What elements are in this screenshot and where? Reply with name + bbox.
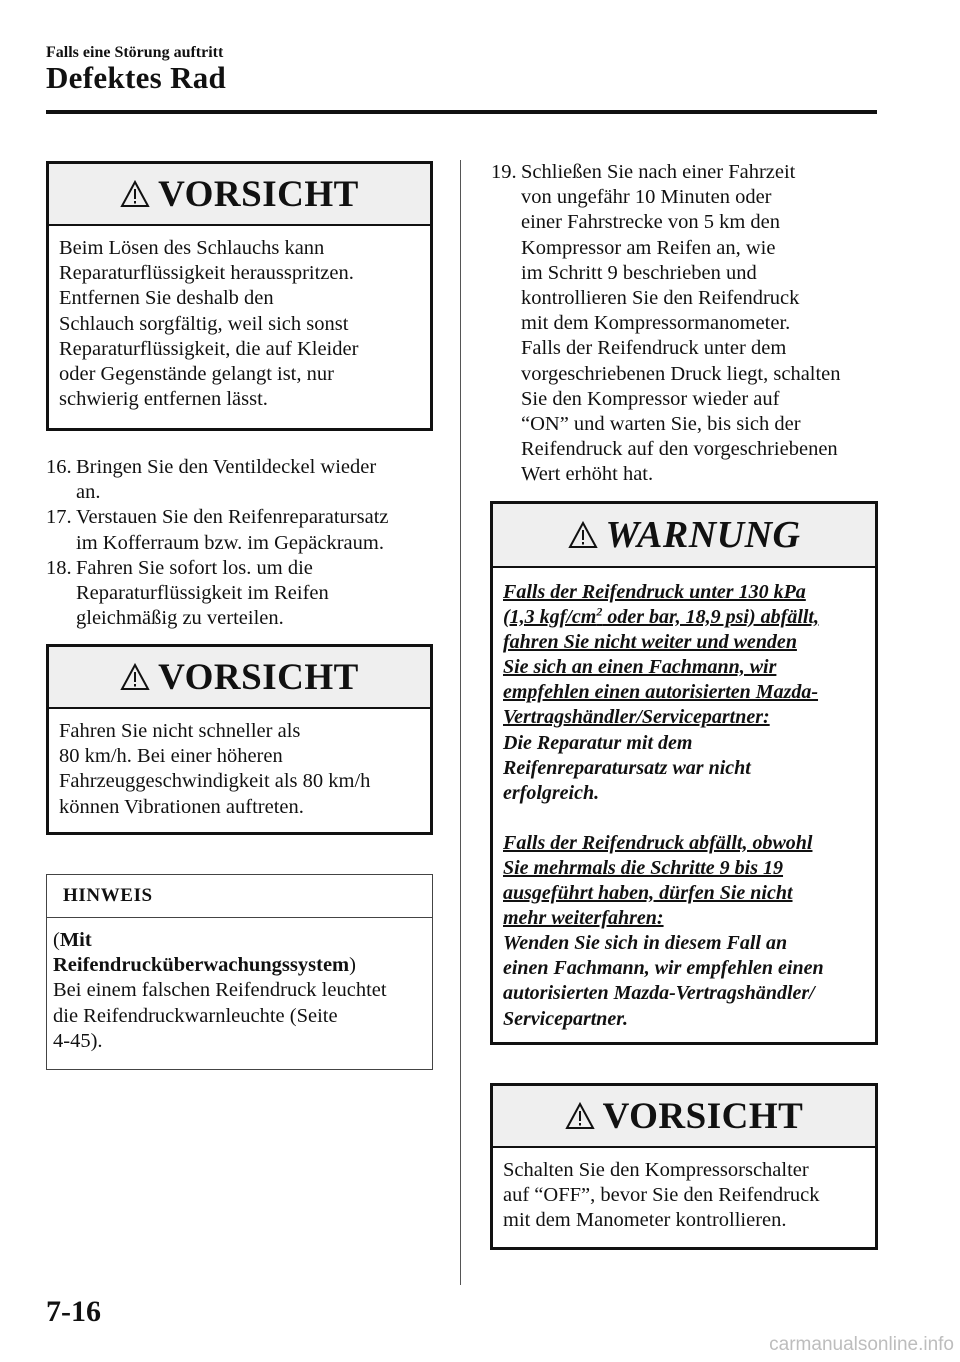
warning-triangle-icon (568, 521, 598, 549)
caution-header (493, 1086, 875, 1148)
caution-title: VORSICHT (158, 173, 359, 215)
caution-title: VORSICHT (158, 656, 359, 698)
caution-box-compressor (490, 1083, 878, 1250)
header-divider (46, 110, 877, 114)
column-divider (460, 160, 461, 1285)
step-16: 16. Bringen Sie den Ventildeckel wieder an. (46, 456, 377, 504)
note-text: (Mit Reifendrucküberwachungssystem) Bei einem falschen Reifendruck leuchtet die Reifendruckwarnleuchte (Seite 4-45). (53, 929, 387, 1052)
step-19: 19. Schließen Sie nach einer Fahrzeit von ungefähr 10 Minuten oder einer Fahrstrecke von 5 km den Kompressor am Reifen an, wie im Schritt 9 beschrieben und kontrollieren Sie den Reifendruck mit dem Kompressormanometer. Falls der Reifendruck unter dem vorgeschriebenen Druck liegt, schalten Sie den Kompressor wieder auf “ON” und warten Sie, bis sich der Reifendruck auf den vorgeschriebenen Wert erhöht hat. (491, 161, 841, 486)
page-title: Defektes Rad (46, 60, 227, 95)
step-17: 17. Verstauen Sie den Reifenreparatursatz im Kofferraum bzw. im Gepäckraum. (46, 506, 389, 554)
section-title: Falls eine Störung auftritt (46, 44, 224, 61)
caution-text: Schalten Sie den Kompressorschalter auf “OFF”, bevor Sie den Reifendruck mit dem Manometer kontrollieren. (503, 1159, 820, 1232)
warning-title: WARNUNG (605, 514, 801, 556)
warning-triangle-icon (565, 1102, 595, 1130)
note-box (46, 874, 433, 1070)
note-title: HINWEIS (63, 885, 153, 906)
watermark: carmanualsonline.info (769, 1334, 954, 1355)
steps-list-left (46, 455, 441, 631)
warning-triangle-icon (120, 180, 150, 208)
caution-header (49, 164, 430, 226)
warning-header (493, 504, 875, 568)
step-18: 18. Fahren Sie sofort los. um die Reparaturflüssigkeit im Reifen gleichmäßig zu verteilen. (46, 556, 329, 630)
caution-title: VORSICHT (602, 1095, 804, 1137)
page-number: 7-16 (46, 1295, 101, 1328)
caution-header (49, 647, 430, 709)
warning-triangle-icon (120, 663, 150, 691)
caution-text: Fahren Sie nicht schneller als 80 km/h. Bei einer höheren Fahrzeuggeschwindigkeit als 80 km/h können Vibrationen auftreten. (59, 720, 371, 818)
note-header (47, 875, 432, 918)
caution-text: Beim Lösen des Schlauchs kann Reparaturflüssigkeit herausspritzen. Entfernen Sie deshalb den Schlauch sorgfältig, weil sich sonst Reparaturflüssigkeit, die auf Kleider oder Gegenstände gelangt ist, nur schwierig entfernen lässt. (59, 237, 359, 411)
caution-box-hose (46, 161, 433, 431)
warning-text: Falls der Reifendruck unter 130 kPa (1,3 kgf/$cm^2$ oder bar, 18,9 psi) abfällt, fahren Sie nicht weiter und wenden Sie sich an einen Fachmann, wir empfehlen einen autorisierten Mazda- Vertragshändler/Servicepartner: Die Reparatur mit dem Reifenreparatursatz war nicht erfolgreich. Falls der Reifendruck abfällt, obwohl Sie mehrmals die Schritte 9 bis 19 ausgeführt haben, dürfen Sie nicht mehr weiterfahren: Wenden Sie sich in diesem Fall an einen Fachmann, wir empfehlen einen autorisierten Mazda-Vertragshändler/ Servicepartner. (503, 581, 824, 1030)
warning-box (490, 501, 878, 1045)
caution-box-speed (46, 644, 433, 835)
